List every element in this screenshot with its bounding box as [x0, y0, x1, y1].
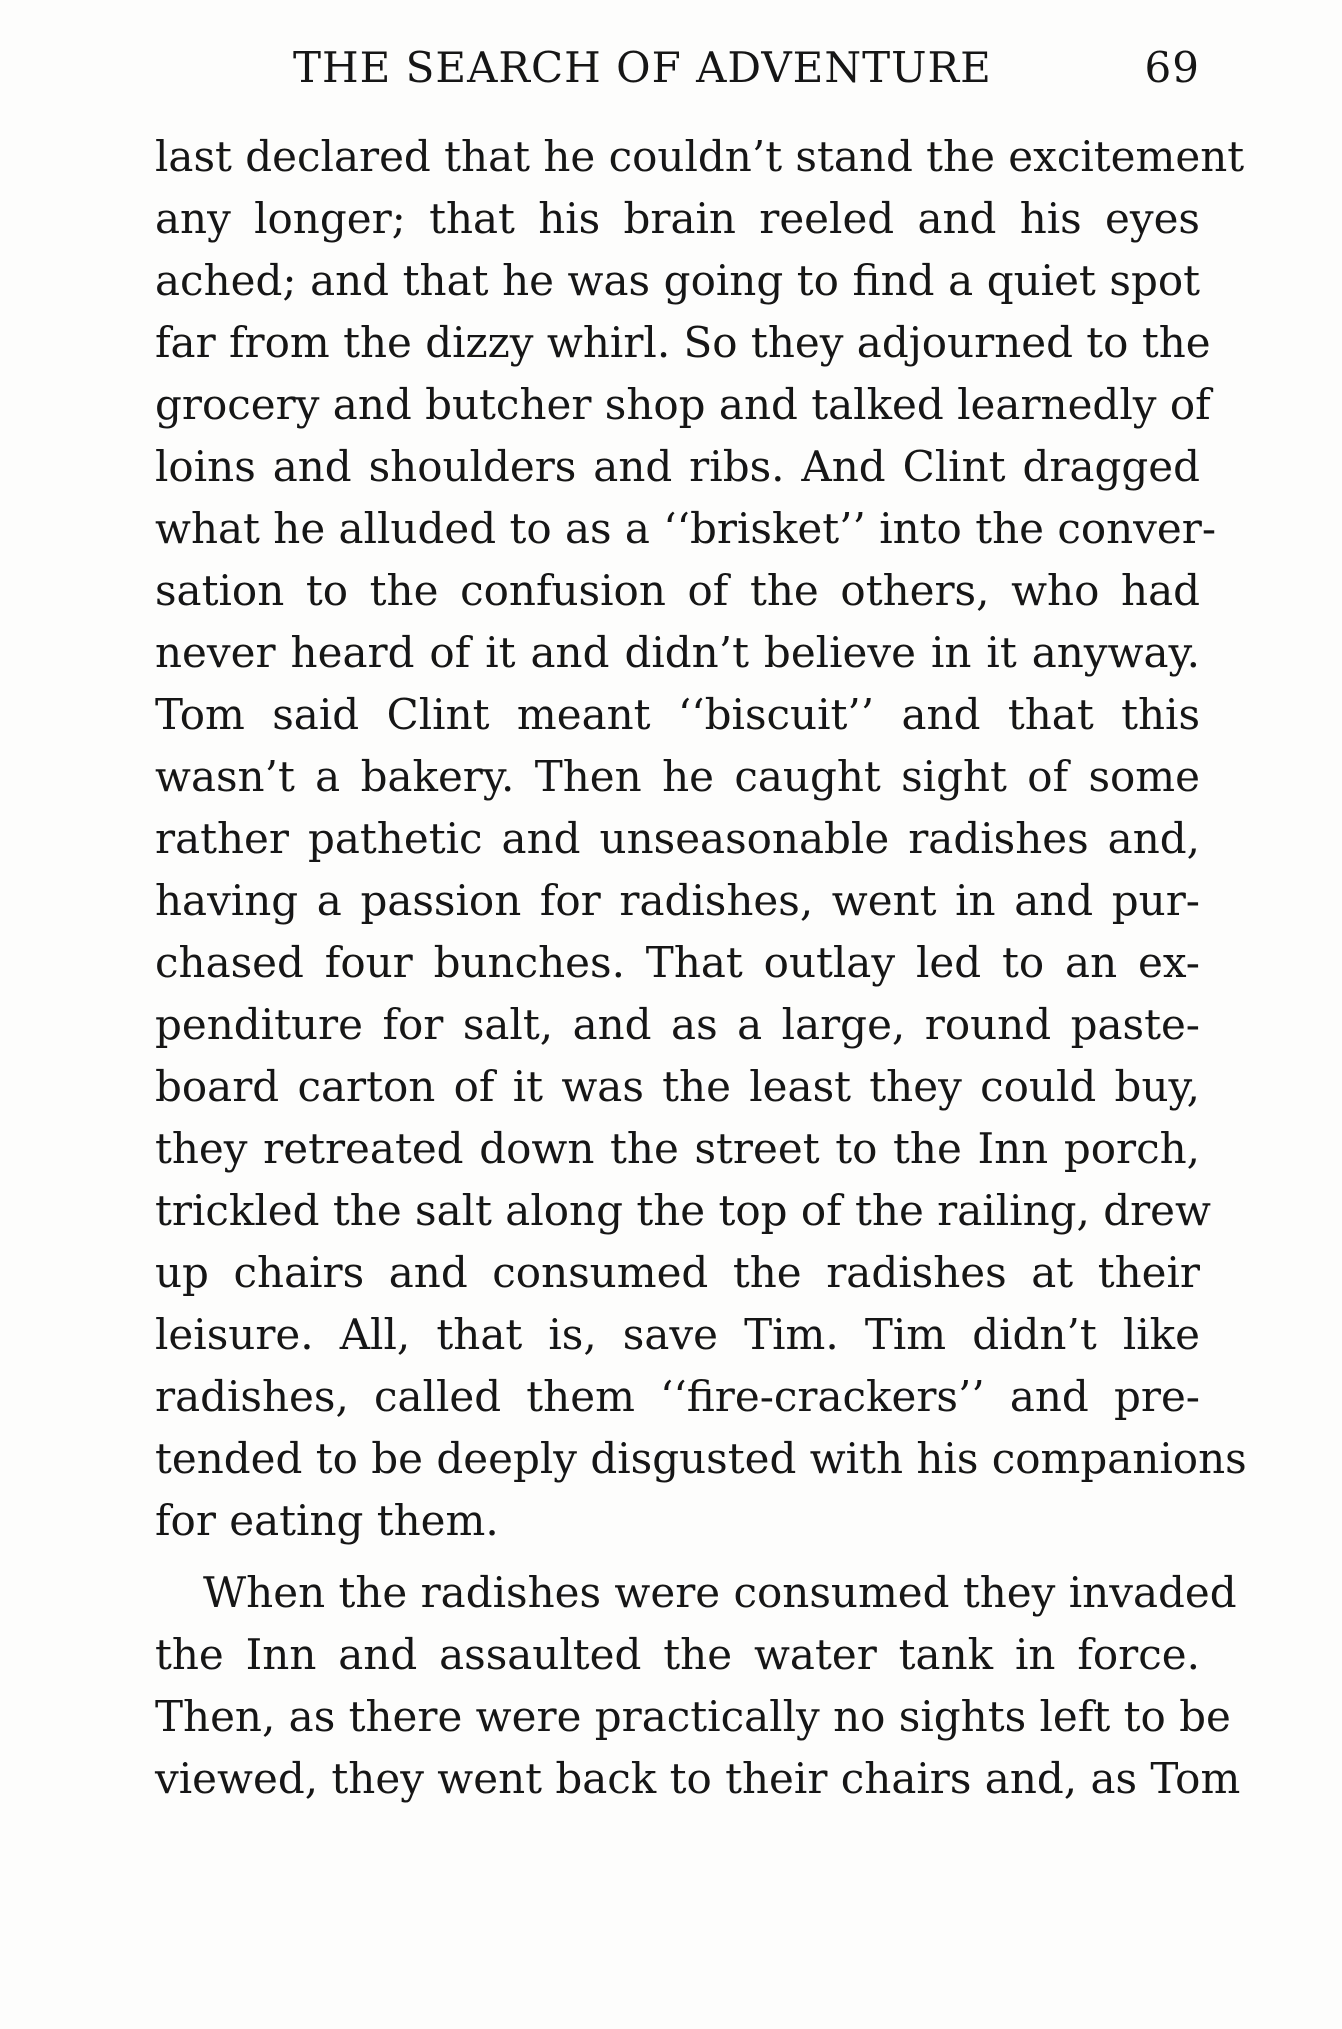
text-line: rather pathetic and unseasonable radishes and, — [155, 814, 1200, 863]
text-line: last declared that he couldn’t stand the excitement — [155, 132, 1245, 181]
text-line: tended to be deeply disgusted with his companions — [155, 1434, 1247, 1483]
running-title: THE SEARCH OF ADVENTURE — [293, 43, 992, 92]
body-text — [155, 126, 1247, 1810]
text-line: loins and shoulders and ribs. And Clint dragged — [155, 442, 1200, 491]
text-line: leisure. All, that is, save Tim. Tim didn’t like — [155, 1310, 1200, 1359]
text-line: far from the dizzy whirl. So they adjourned to the — [155, 318, 1211, 367]
text-line: trickled the salt along the top of the railing, drew — [155, 1186, 1211, 1235]
text-line: Tom said Clint meant ‘‘biscuit’’ and that this — [155, 690, 1200, 739]
text-line: penditure for salt, and as a large, round paste- — [155, 1000, 1200, 1049]
text-line: for eating them. — [155, 1496, 499, 1545]
text-line: radishes, called them ‘‘fire-crackers’’ and pre- — [155, 1372, 1200, 1421]
text-line: board carton of it was the least they could buy, — [155, 1062, 1200, 1111]
text-line: chased four bunches. That outlay led to an ex- — [155, 938, 1200, 987]
running-head — [155, 38, 1200, 98]
text-line: never heard of it and didn’t believe in it anyway. — [155, 628, 1200, 677]
page-number: 69 — [1144, 43, 1200, 92]
text-line: any longer; that his brain reeled and his eyes — [155, 194, 1200, 243]
paragraph-gap — [155, 1552, 1200, 1562]
paragraph — [155, 126, 1247, 1552]
text-line: ached; and that he was going to find a quiet spot — [155, 256, 1200, 305]
text-line: viewed, they went back to their chairs and, as Tom — [155, 1754, 1241, 1803]
text-line: When the radishes were consumed they invaded — [203, 1568, 1237, 1617]
text-line: the Inn and assaulted the water tank in force. — [155, 1630, 1200, 1679]
text-line: what he alluded to as a ‘‘brisket’’ into the conver- — [155, 504, 1217, 553]
text-line: grocery and butcher shop and talked learnedly of — [155, 380, 1211, 429]
text-line: Then, as there were practically no sights left to be — [155, 1692, 1231, 1741]
text-line: having a passion for radishes, went in and pur- — [155, 876, 1200, 925]
text-line: up chairs and consumed the radishes at their — [155, 1248, 1200, 1297]
paragraph — [155, 1562, 1241, 1810]
text-line: wasn’t a bakery. Then he caught sight of some — [155, 752, 1200, 801]
text-line: sation to the confusion of the others, who had — [155, 566, 1200, 615]
text-line: they retreated down the street to the Inn porch, — [155, 1124, 1200, 1173]
